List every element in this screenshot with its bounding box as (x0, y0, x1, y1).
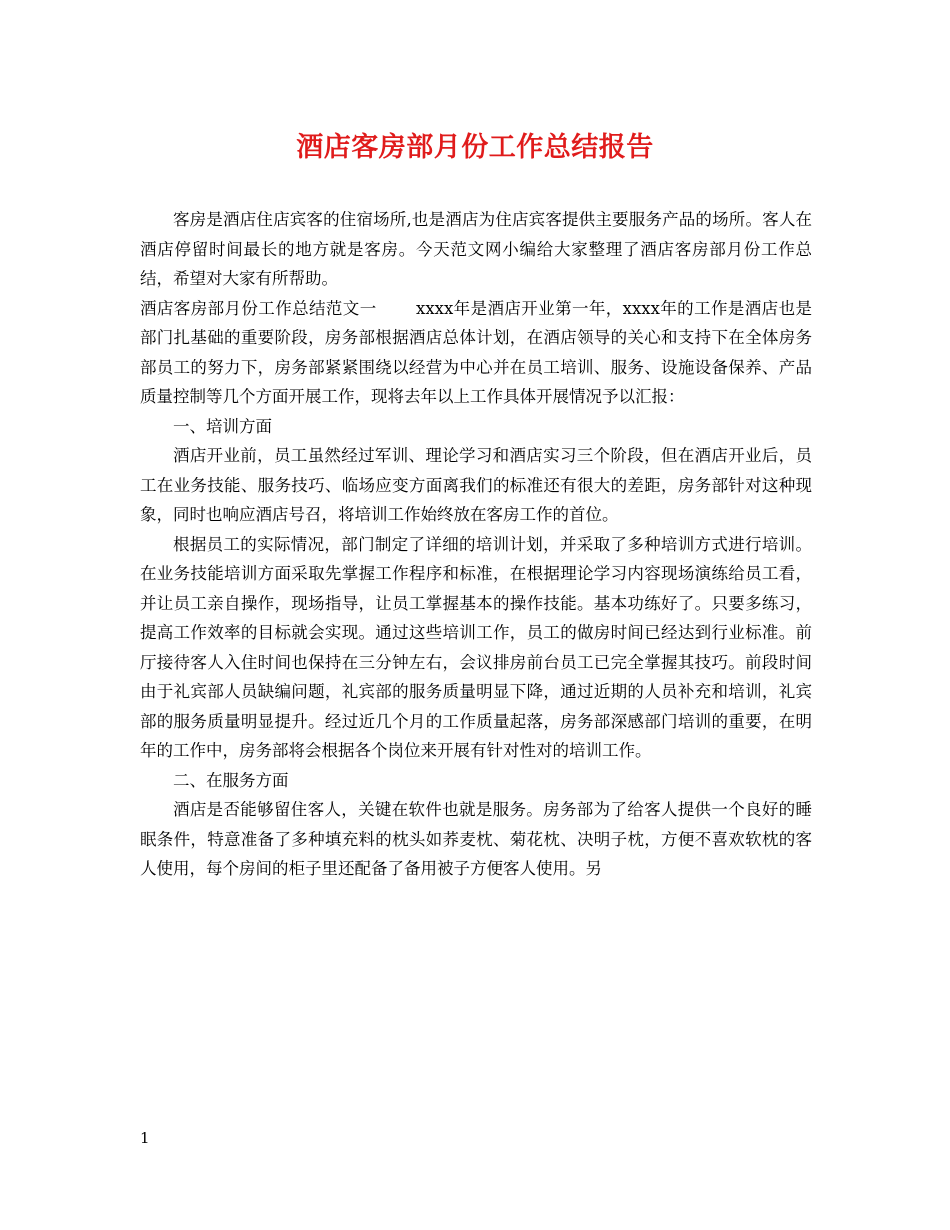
paragraph-service-1: 酒店是否能够留住客人，关键在软件也就是服务。房务部为了给客人提供一个良好的睡眠条件，特意准备了多种填充料的枕头如荞麦枕、菊花枕、决明子枕，方便不喜欢软枕的客人使用，每个房间的柜子里还配备了备用被子方便客人使用。另 (140, 800, 812, 878)
paragraph-training-1: 酒店开业前，员工虽然经过军训、理论学习和酒店实习三个阶段，但在酒店开业后，员工在业务技能、服务技巧、临场应变方面离我们的标准还有很大的差距，房务部针对这种现象，同时也响应酒店号召，将培训工作始终放在客房工作的首位。 (140, 446, 812, 524)
document-title: 酒店客房部月份工作总结报告 (296, 132, 654, 163)
document-body (140, 205, 812, 884)
paragraph-sample-one: 酒店客房部月份工作总结范文一 xxxx年是酒店开业第一年，xxxx年的工作是酒店也是部门扎基础的重要阶段，房务部根据酒店总体计划，在酒店领导的关心和支持下在全体房务部员工的努力下，房务部紧紧围绕以经营为中心并在员工培训、服务、设施设备保养、产品质量控制等几个方面开展工作，现将去年以上工作具体开展情况予以汇报： (140, 298, 812, 406)
paragraph-intro: 客房是酒店住店宾客的住宿场所,也是酒店为住店宾客提供主要服务产品的场所。客人在酒店停留时间最长的地方就是客房。今天范文网小编给大家整理了酒店客房部月份工作总结，希望对大家有所帮助。 (140, 210, 812, 288)
paragraph-training-2: 根据员工的实际情况，部门制定了详细的培训计划，并采取了多种培训方式进行培训。在业务技能培训方面采取先掌握工作程序和标准，在根据理论学习内容现场演练给员工看，并让员工亲自操作，现场指导，让员工掌握基本的操作技能。基本功练好了。只要多练习，提高工作效率的目标就会实现。通过这些培训工作，员工的做房时间已经达到行业标准。前厅接待客人入住时间也保持在三分钟左右，会议排房前台员工已完全掌握其技巧。前段时间由于礼宾部人员缺编问题，礼宾部的服务质量明显下降，通过近期的人员补充和培训，礼宾部的服务质量明显提升。经过近几个月的工作质量起落，房务部深感部门培训的重要，在明年的工作中，房务部将会根据各个岗位来开展有针对性对的培训工作。 (140, 534, 812, 760)
section-heading-training: 一、培训方面 (173, 416, 272, 436)
section-heading-service: 二、在服务方面 (173, 770, 289, 790)
page-number: 1 (140, 1129, 150, 1147)
